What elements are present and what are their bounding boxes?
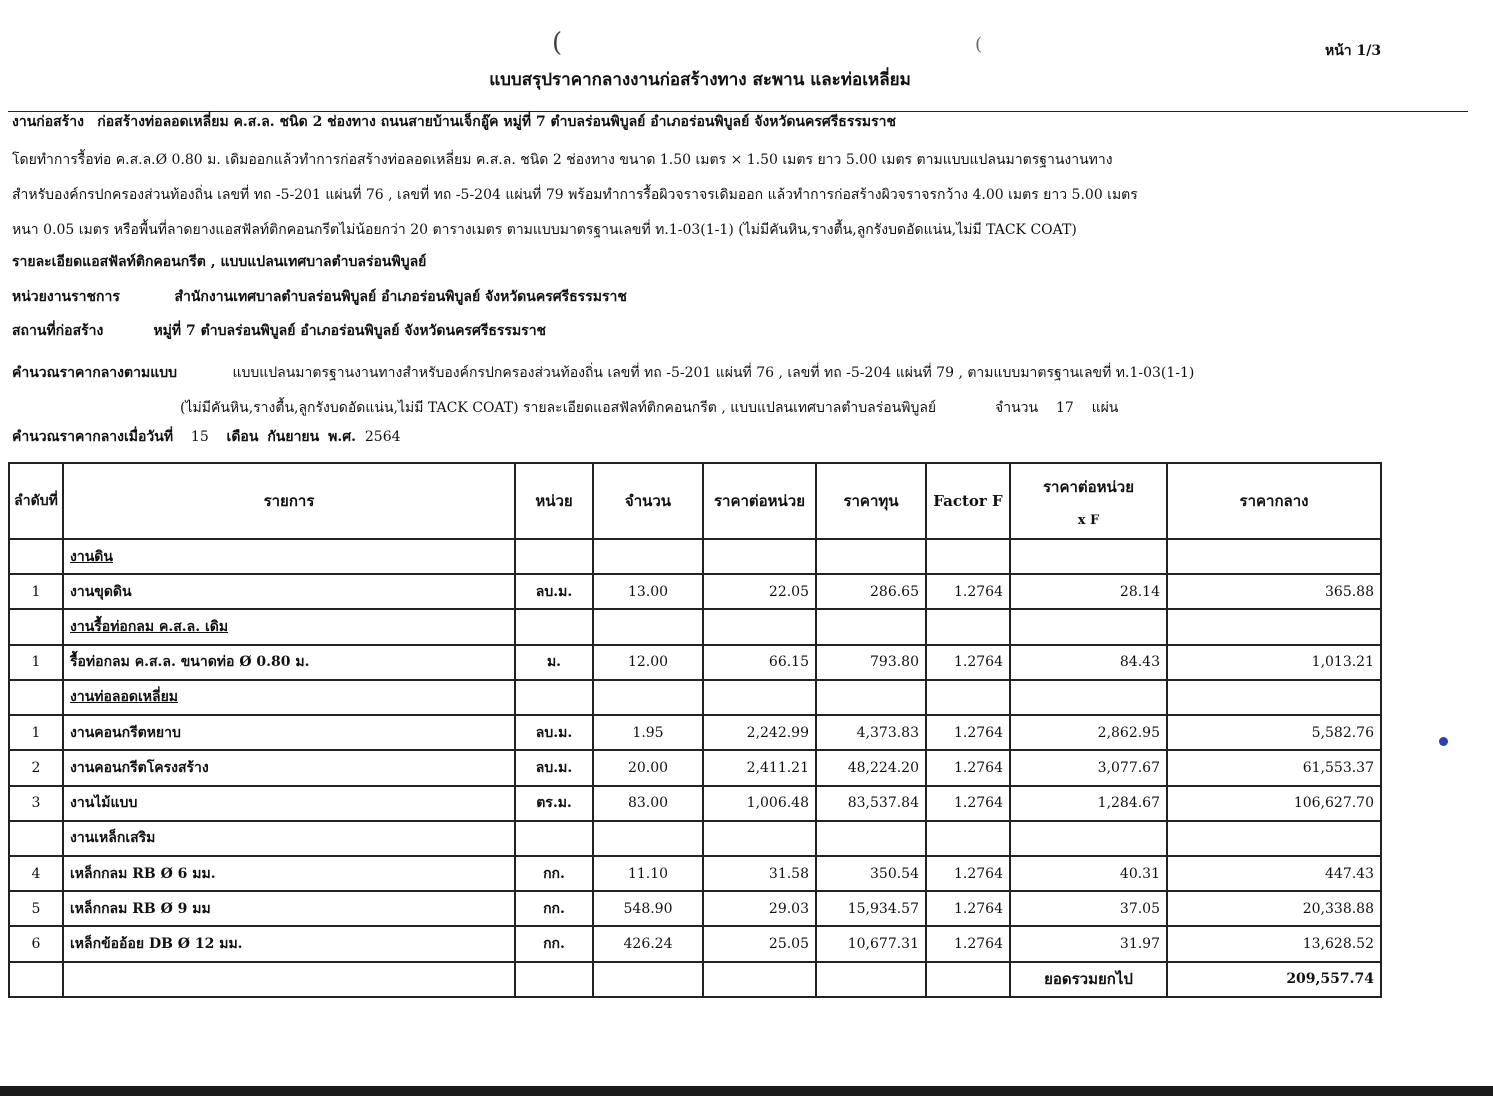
col-header-median: ราคากลาง [1167,463,1381,539]
row-median: 20,338.88 [1167,891,1381,926]
row-qty: 11.10 [593,856,703,891]
row-factor: 1.2764 [926,750,1010,785]
row-median: 13,628.52 [1167,926,1381,961]
row-median: 447.43 [1167,856,1381,891]
row-factor: 1.2764 [926,574,1010,609]
row-qty: 1.95 [593,715,703,750]
table-row [9,891,1381,926]
row-unit: กก. [515,926,593,961]
row-item: งานคอนกรีตโครงสร้าง [63,750,515,785]
section-title: งานท่อลอดเหลี่ยม [63,680,515,715]
agency-label: หน่วยงานราชการ [12,289,120,305]
ink-dot [1439,737,1448,746]
date-month-label: เดือน [226,429,259,445]
row-unit-price: 22.05 [703,574,816,609]
table-row [9,821,1381,856]
row-unit-price: 2,242.99 [703,715,816,750]
table-row [9,680,1381,715]
row-no: 4 [9,856,63,891]
row-unit: กก. [515,856,593,891]
location-line [12,321,546,341]
project-desc-3: หนา 0.05 เมตร หรือพื้นที่ลาดยางแอสฟัลท์ติกคอนกรีตไม่น้อยกว่า 20 ตารางเมตร ตามแบบมาตรฐานเลขที่ ท.1-03(1-1) (ไม่มีคันหิน,รางตื้น,ลูกรังบดอัดแน่น,ไม่มี TACK COAT) [12,222,1077,238]
row-price-f: 40.31 [1010,856,1167,891]
table-row [9,715,1381,750]
calc-line-2 [180,398,1118,418]
date-label: คำนวณราคากลางเมื่อวันที่ [12,429,174,445]
row-qty: 83.00 [593,786,703,821]
col-header-unit-price-f-line1: ราคาต่อหน่วย [1042,477,1135,496]
row-unit-price: 66.15 [703,645,816,680]
row-median: 61,553.37 [1167,750,1381,785]
row-unit: ตร.ม. [515,786,593,821]
row-cost: 793.80 [816,645,926,680]
row-unit-price: 2,411.21 [703,750,816,785]
calc-desc-1: แบบแปลนมาตรฐานงานทางสำหรับองค์กรปกครองส่วนท้องถิ่น เลขที่ ทถ -5-201 แผ่นที่ 76 , เลขที่ ทถ -5-204 แผ่นที่ 79 , ตามแบบมาตรฐานเลขที่ ท.1-03(1-1) [232,365,1195,381]
subsection-title: งานเหล็กเสริม [63,821,515,856]
row-qty: 20.00 [593,750,703,785]
col-header-unit-price: ราคาต่อหน่วย [703,463,816,539]
row-price-f: 84.43 [1010,645,1167,680]
cost-table [8,462,1382,998]
row-no: 1 [9,715,63,750]
total-value: 209,557.74 [1167,962,1381,997]
col-header-item: รายการ [63,463,515,539]
row-item: เหล็กข้ออ้อย DB Ø 12 มม. [63,926,515,961]
date-year-label: พ.ศ. [328,429,356,445]
row-factor: 1.2764 [926,645,1010,680]
row-item: งานขุดดิน [63,574,515,609]
row-median: 106,627.70 [1167,786,1381,821]
table-row [9,609,1381,644]
table-row [9,856,1381,891]
row-no: 6 [9,926,63,961]
location-value: หมู่ที่ 7 ตำบลร่อนพิบูลย์ อำเภอร่อนพิบูลย์ จังหวัดนครศรีธรรมราช [153,323,547,339]
row-cost: 48,224.20 [816,750,926,785]
row-unit: กก. [515,891,593,926]
section-title: งานรื้อท่อกลม ค.ส.ล. เดิม [63,609,515,644]
row-median: 1,013.21 [1167,645,1381,680]
row-item: รื้อท่อกลม ค.ส.ล. ขนาดท่อ Ø 0.80 ม. [63,645,515,680]
row-median: 365.88 [1167,574,1381,609]
row-price-f: 1,284.67 [1010,786,1167,821]
sheets-label: จำนวน [995,400,1039,416]
row-qty: 13.00 [593,574,703,609]
row-no: 1 [9,645,63,680]
row-unit-price: 1,006.48 [703,786,816,821]
table-row [9,786,1381,821]
page-number: หน้า 1/3 [1325,43,1382,59]
row-factor: 1.2764 [926,891,1010,926]
row-median: 5,582.76 [1167,715,1381,750]
row-unit: ลบ.ม. [515,574,593,609]
row-unit-price: 31.58 [703,856,816,891]
section-title: งานดิน [63,539,515,574]
col-header-no: ลำดับที่ [9,463,63,539]
row-no: 1 [9,574,63,609]
row-unit-price: 25.05 [703,926,816,961]
sheets-unit: แผ่น [1091,400,1119,416]
row-qty: 12.00 [593,645,703,680]
project-desc-4: รายละเอียดแอสฟัลท์ติกคอนกรีต , แบบแปลนเทศบาลตำบลร่อนพิบูลย์ [12,254,427,270]
date-month: กันยายน [267,429,320,445]
row-item: เหล็กกลม RB Ø 9 มม [63,891,515,926]
total-row [9,962,1381,997]
project-desc-2: สำหรับองค์กรปกครองส่วนท้องถิ่น เลขที่ ทถ -5-201 แผ่นที่ 76 , เลขที่ ทถ -5-204 แผ่นที่ 79 พร้อมทำการรื้อผิวจราจรเดิมออก แล้วทำการก่อสร้างผิวจราจรกว้าง 4.00 เมตร ยาว 5.00 เมตร [12,187,1138,203]
agency-line [12,287,627,307]
row-cost: 350.54 [816,856,926,891]
date-year: 2564 [364,429,401,445]
table-header-row [9,463,1381,539]
row-cost: 15,934.57 [816,891,926,926]
calc-line-1 [12,363,1194,383]
row-no: 2 [9,750,63,785]
row-price-f: 2,862.95 [1010,715,1167,750]
row-price-f: 3,077.67 [1010,750,1167,785]
col-header-factor: Factor F [926,463,1010,539]
sheets-value: 17 [1055,400,1074,416]
row-item: เหล็กกลม RB Ø 6 มม. [63,856,515,891]
location-label: สถานที่ก่อสร้าง [12,323,104,339]
row-unit-price: 29.03 [703,891,816,926]
row-factor: 1.2764 [926,786,1010,821]
date-line [12,427,401,447]
date-day: 15 [190,429,209,445]
row-price-f: 31.97 [1010,926,1167,961]
table-row [9,574,1381,609]
row-price-f: 37.05 [1010,891,1167,926]
row-factor: 1.2764 [926,856,1010,891]
document-title: แบบสรุปราคากลางงานก่อสร้างทาง สะพาน และท่อเหลี่ยม [489,70,911,90]
table-row [9,750,1381,785]
row-price-f: 28.14 [1010,574,1167,609]
project-value: ก่อสร้างท่อลอดเหลี่ยม ค.ส.ล. ชนิด 2 ช่องทาง ถนนสายบ้านเจ็กอู๊ค หมู่ที่ 7 ตำบลร่อนพิบูลย์ อำเภอร่อนพิบูลย์ จังหวัดนครศรีธรรมราช [97,114,896,130]
col-header-unit-price-f-line2: x F [1077,512,1100,528]
col-header-unit-price-f [1010,463,1167,539]
row-factor: 1.2764 [926,715,1010,750]
total-label: ยอดรวมยกไป [1010,962,1167,997]
agency-value: สำนักงานเทศบาลตำบลร่อนพิบูลย์ อำเภอร่อนพิบูลย์ จังหวัดนครศรีธรรมราช [174,289,627,305]
table-row [9,926,1381,961]
row-cost: 4,373.83 [816,715,926,750]
row-no: 3 [9,786,63,821]
row-unit: ม. [515,645,593,680]
row-cost: 10,677.31 [816,926,926,961]
row-item: งานคอนกรีตหยาบ [63,715,515,750]
calc-label: คำนวณราคากลางตามแบบ [12,365,177,381]
col-header-unit: หน่วย [515,463,593,539]
row-unit: ลบ.ม. [515,750,593,785]
calc-desc-2: (ไม่มีคันหิน,รางตื้น,ลูกรังบดอัดแน่น,ไม่มี TACK COAT) รายละเอียดแอสฟัลท์ติกคอนกรีต , แบบแปลนเทศบาลตำบลร่อนพิบูลย์ [180,400,937,416]
project-line [12,112,896,132]
table-row [9,539,1381,574]
row-no: 5 [9,891,63,926]
project-label: งานก่อสร้าง [12,114,84,130]
col-header-cost: ราคาทุน [816,463,926,539]
scan-mark: ( [975,34,983,55]
row-factor: 1.2764 [926,926,1010,961]
row-qty: 426.24 [593,926,703,961]
row-unit: ลบ.ม. [515,715,593,750]
table-row [9,645,1381,680]
row-qty: 548.90 [593,891,703,926]
row-cost: 83,537.84 [816,786,926,821]
row-cost: 286.65 [816,574,926,609]
scan-mark: ( [552,28,563,58]
project-desc-1: โดยทำการรื้อท่อ ค.ส.ล.Ø 0.80 ม. เดิมออกแล้วทำการก่อสร้างท่อลอดเหลี่ยม ค.ส.ล. ชนิด 2 ช่องทาง ขนาด 1.50 เมตร × 1.50 เมตร ยาว 5.00 เมตร ตามแบบแปลนมาตรฐานงานทาง [12,152,1113,168]
row-item: งานไม้แบบ [63,786,515,821]
scan-edge [0,1086,1493,1096]
col-header-qty: จำนวน [593,463,703,539]
